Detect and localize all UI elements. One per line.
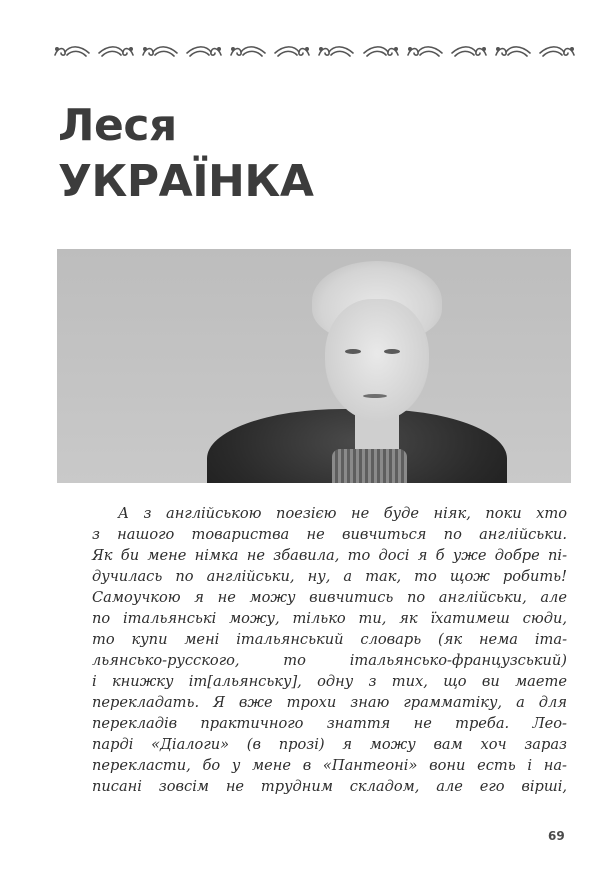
scroll-flourish-icon (52, 43, 92, 61)
body-paragraph (92, 503, 567, 797)
text-line: дучилась по англійськи, ну, а так, то щож робить! (92, 568, 567, 585)
page-title (58, 98, 313, 210)
decorative-ornament-border (52, 40, 577, 64)
scroll-flourish-icon (228, 43, 268, 61)
text-line: Як би мене німка не збавила, то досі я б уже добре пі- (92, 547, 567, 564)
text-line: перекладать. Я вже трохи знаю грамматіку, а для (92, 694, 567, 711)
text-line: А з англійською поезією не буде ніяк, поки хто (118, 505, 567, 522)
scroll-flourish-icon (405, 43, 445, 61)
scroll-flourish-icon (493, 43, 533, 61)
title-last-name: УКРАЇНКА (58, 156, 314, 207)
text-line: то купи мені італьянський словарь (як нема іта- (92, 631, 567, 648)
scroll-flourish-icon (96, 43, 136, 61)
scroll-flourish-icon (272, 43, 312, 61)
photo-eye-right (384, 349, 400, 354)
scroll-flourish-icon (361, 43, 401, 61)
photo-face (325, 299, 429, 421)
page-number: 69 (548, 829, 565, 843)
text-line: парді «Діалоги» (в прозі) я можу вам хоч зараз (92, 736, 567, 753)
text-line: Самоучкою я не можу вивчитись по англійськи, але (92, 589, 567, 606)
photo-collar (332, 449, 407, 483)
text-line: з нашого товариства не вивчиться по англійськи. (92, 526, 567, 543)
scroll-flourish-icon (537, 43, 577, 61)
text-line: по італьянські можу, тілько ти, як їхатимеш сюди, (92, 610, 567, 627)
photo-mouth (363, 394, 387, 398)
portrait-photo (57, 249, 571, 483)
scroll-flourish-icon (140, 43, 180, 61)
title-first-name: Леся (58, 100, 177, 151)
text-line: писані зовсім не трудним складом, але его вірші, (92, 778, 567, 795)
text-line: перекласти, бо у мене в «Пантеоні» вони есть і на- (92, 757, 567, 774)
text-line: і книжку іт[альянську], одну з тих, що ви маете (92, 673, 567, 690)
text-line: перекладів практичного знаття не треба. Лео- (92, 715, 567, 732)
text-line: льянсько-русского, то італьянсько-французський) (92, 652, 567, 669)
scroll-flourish-icon (184, 43, 224, 61)
photo-eye-left (345, 349, 361, 354)
scroll-flourish-icon (449, 43, 489, 61)
scroll-flourish-icon (316, 43, 356, 61)
